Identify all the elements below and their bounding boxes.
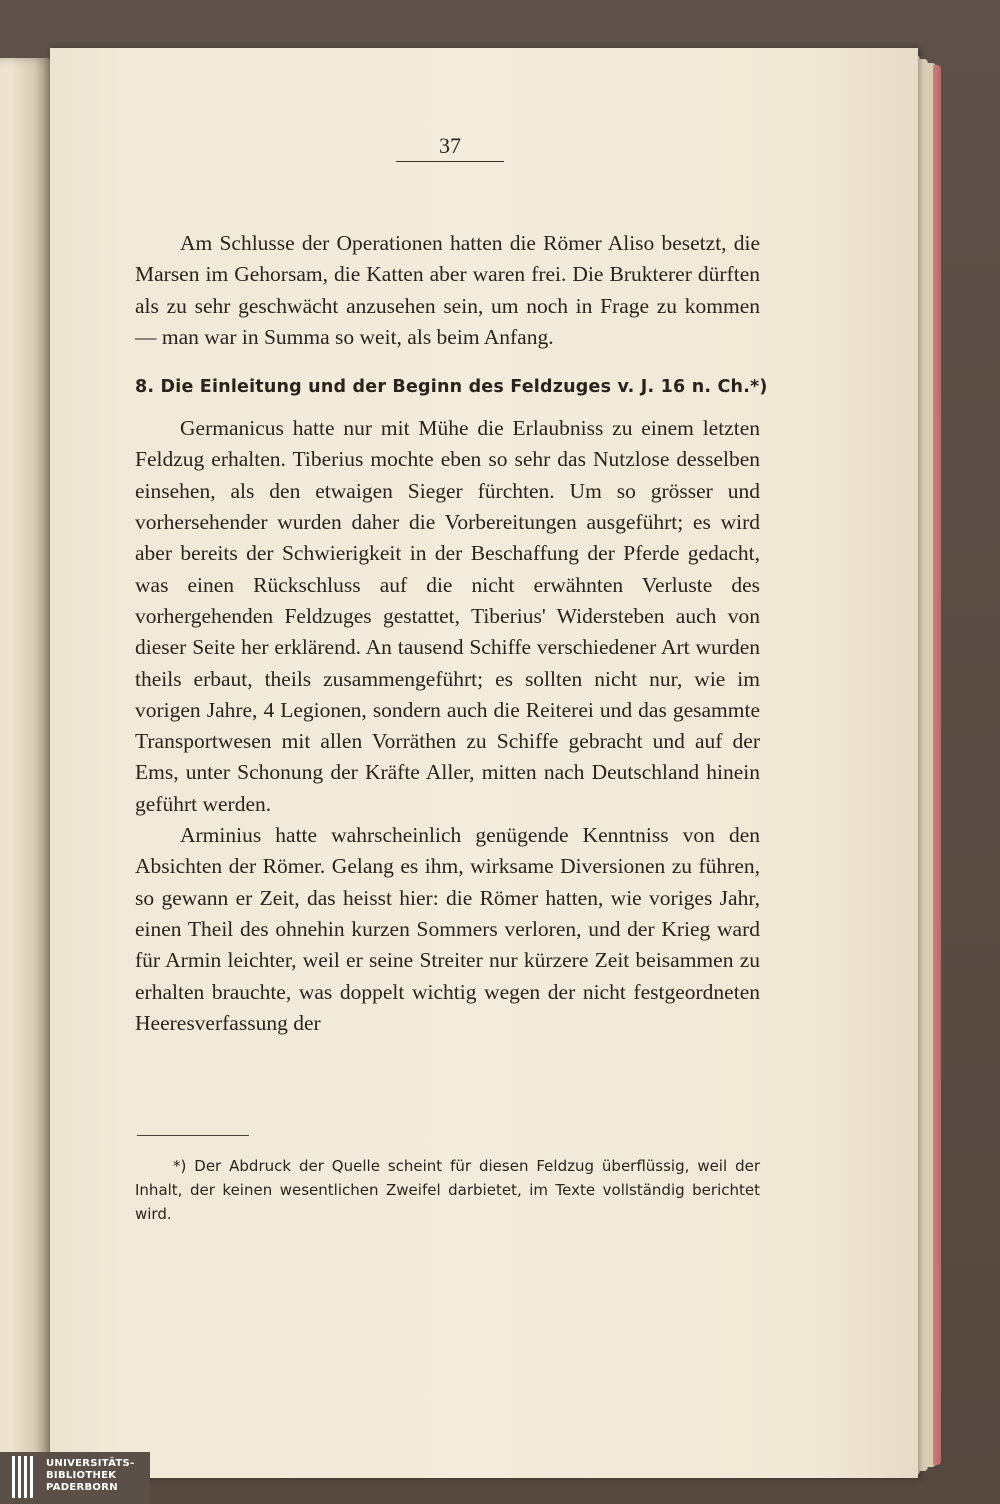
footnote: *) Der Abdruck der Quelle scheint für diesen Feldzug überflüssig, weil der Inhalt, der keinen wesentlichen Zweifel darbietet, im Texte vollständig berichtet wird. xyxy=(135,1157,760,1223)
page-number: 37 xyxy=(439,133,461,158)
library-logo-line: PADERBORN xyxy=(46,1482,118,1493)
library-logo-line: UNIVERSITÄTS- xyxy=(46,1458,135,1469)
section-heading: 8. Die Einleitung und der Beginn des Feldzuges v. J. 16 n. Ch.*) xyxy=(135,377,768,398)
footnote-rule xyxy=(137,1135,249,1136)
library-logo[interactable] xyxy=(0,1452,150,1504)
left-page-edge xyxy=(0,58,52,1478)
library-logo-line: BIBLIOTHEK xyxy=(46,1470,117,1481)
library-bars-icon xyxy=(12,1456,38,1498)
library-logo-text xyxy=(46,1458,135,1494)
body-text xyxy=(135,228,768,1039)
page-number-rule xyxy=(396,161,504,162)
paragraph-3: Arminius hatte wahrscheinlich genügende Kenntniss von den Absichten der Römer. Gelang es ihm, wirksame Diversionen zu führen, so gewann er Zeit, das heisst hier: die Römer hatten, wie voriges Jahr, einen Theil des ohnehin kurzen Sommers verloren, und der Krieg ward für Armin leichter, weil er seine Streiter nur kürzere Zeit beisammen zu erhalten brauchte, was doppelt wichtig wegen der nicht festgeordneten Heeresverfassung der xyxy=(135,823,760,1035)
page-edge-red xyxy=(933,65,941,1465)
paragraph-1: Am Schlusse der Operationen hatten die Römer Aliso besetzt, die Marsen im Gehorsam, die Katten aber waren frei. Die Brukterer dürften als zu sehr geschwächt anzusehen sein, um noch in Frage zu kommen — man war in Summa so weit, als beim Anfang. xyxy=(135,231,760,349)
paragraph-2: Germanicus hatte nur mit Mühe die Erlaubniss zu einem letzten Feldzug erhalten. Tiberius mochte eben so sehr das Nutzlose desselben einsehen, als den etwaigen Sieger fürchten. Um so grösser und vorhersehender wurden daher die Vorbereitungen ausgeführt; es wird aber bereits der Schwierigkeit in der Beschaffung der Pferde gedacht, was einen Rückschluss auf die nicht erwähnten Verluste des vorhergehenden Feldzuges gestattet, Tiberius' Widersteben auch von dieser Seite her erklärend. An tausend Schiffe verschiedener Art wurden theils erbaut, theils zusammengeführt; es sollten nicht nur, wie im vorigen Jahre, 4 Legionen, sondern auch die Reiterei und das gesammte Transportwesen mit allen Vorräthen zu Schiffe gebracht und auf der Ems, unter Schonung der Kräfte Aller, mitten nach Deutschland hinein geführt werden. xyxy=(135,416,760,816)
